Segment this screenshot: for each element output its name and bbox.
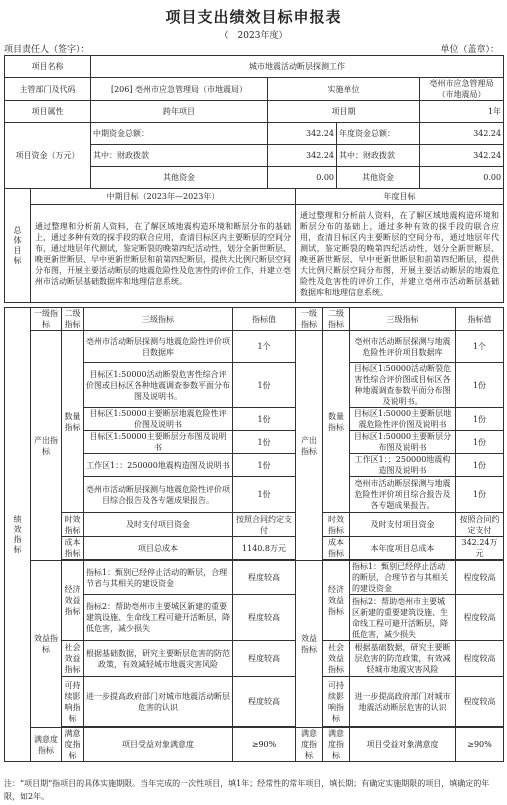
sustain-label-mid: 可持续影响指标 (62, 677, 84, 727)
social-label-mid: 社会效益指标 (62, 641, 84, 677)
time-yr: 及时支付项目资金 (350, 513, 456, 537)
cost-label-yr: 成本指标 (323, 537, 350, 560)
sat-yr-val: ≥90% (456, 728, 504, 762)
h1-yr: 一级指标 (296, 308, 323, 331)
attr-value: 跨年项目 (91, 101, 268, 123)
econ-yr-1: 指标1：甄别已经停止活动的断层，合理节省与其相关的建设资金 (350, 561, 456, 595)
quantity-mid-3: 目标区1:50000主要断层地震危险性评价图及说明书 (84, 408, 233, 431)
satisfaction2-label-yr: 满意度指标 (323, 728, 350, 762)
quantity-yr-val-2: 1份 (456, 363, 504, 408)
benefit-label-yr: 效益指标 (296, 561, 323, 728)
economic-label-mid: 经济效益指标 (62, 561, 84, 641)
social-yr-val: 程度较高 (456, 641, 504, 677)
sustain-yr: 进一步提高政府部门对城市地震活动断层危害的认识 (350, 677, 456, 727)
fund-label: 项目资金（万元） (5, 123, 91, 189)
h2-yr: 二级指标 (323, 308, 350, 331)
economic-label-yr: 经济效益指标 (323, 561, 350, 641)
social-mid: 根据基础数据，研究主要断层危害的防范政策，有效减轻城市地震灾害风险 (84, 641, 233, 677)
mid-goal-header: 中期目标（2023年—2023年） (31, 189, 296, 205)
hv-mid: 指标值 (233, 308, 296, 331)
quantity-yr-6: 亳州市活动断层探测与地震危险性评价项目综合报告及各专题成果报告。 (350, 477, 456, 513)
responsible-label: 项目责任人（签字）： (4, 45, 90, 55)
form-title: 项目支出绩效目标申报表 (165, 8, 342, 26)
h3-mid: 三级指标 (84, 308, 233, 331)
quantity-yr-val-3: 1份 (456, 408, 504, 431)
quantity-mid-val-5: 1份 (233, 454, 296, 477)
goals-table (4, 188, 504, 303)
mid-goal-text: 通过整理和分析前人资料，在了解区域地震构造环境和断层分布的基础上，通过多种有效的探手段的联合应用，查清目标区内主要断层的空间分布，通过地层年代测试，鉴定断裂的晚第四纪活动性，划分全新世断层、晚更新世断层、早中更新世断层和前第四纪断层，提供大比例尺断层空间分布图，开展主要活动断层的地震危险性及危害性的评价工作，并建立亳州市活动断层基础数据库和地理信息系统。 (31, 205, 296, 303)
social-mid-val: 程度较高 (233, 641, 296, 677)
output-label-yr: 产出指标 (296, 331, 323, 561)
sat-mid-val: ≥90% (233, 728, 296, 762)
econ-yr-val-1: 程度较高 (456, 561, 504, 595)
quantity-label-mid: 数量指标 (62, 331, 84, 513)
mid-other-label: 其他资金 (91, 167, 268, 189)
quantity-yr-val-5: 1份 (456, 454, 504, 477)
cost-yr-val: 342.24万元 (456, 537, 504, 560)
benefit-label-mid: 效益指标 (31, 561, 62, 728)
sustain-yr-val: 程度较高 (456, 677, 504, 727)
quantity-mid-val-1: 1个 (233, 331, 296, 363)
year-fin: 342.24 (420, 145, 504, 167)
econ-mid-2: 指标2：帮助亳州市主要城区新建的重要建筑设施、生命线工程可避开活断层，降低危害，减少损失 (84, 595, 233, 641)
econ-mid-val-1: 程度较高 (233, 561, 296, 595)
year-other: 0.00 (420, 167, 504, 189)
quantity-mid-val-3: 1份 (233, 408, 296, 431)
econ-mid-1: 指标1：甄别已经停止活动的断层，合理节省与其相关的建设资金 (84, 561, 233, 595)
cost-label-mid: 成本指标 (62, 537, 84, 560)
hv-yr: 指标值 (456, 308, 504, 331)
year-total-label: 年度资金总额： (337, 123, 420, 145)
quantity-yr-3: 目标区1:50000主要断层地震危险性评价图及说明书 (350, 408, 456, 431)
timeliness-label-mid: 时效指标 (62, 513, 84, 537)
mid-fin-label: 其中：财政拨款 (91, 145, 268, 167)
impl-value: 亳州市应急管理局（市地震局） (420, 78, 504, 101)
year-fin-label: 其中：财政拨款 (337, 145, 420, 167)
mid-fin: 342.24 (268, 145, 337, 167)
period-label: 项目期 (268, 101, 420, 123)
quantity-yr-1: 亳州市活动断层探测与地震危险性评价项目数据库 (350, 331, 456, 363)
performance-indicators-label: 绩效指标 (5, 308, 31, 762)
time-mid-val: 按照合同约定支付 (233, 513, 296, 537)
quantity-yr-4: 目标区1:50000主要断层分布图及说明书 (350, 431, 456, 454)
h1-mid: 一级指标 (31, 308, 62, 331)
output-label: 产出指标 (31, 331, 62, 561)
indicators-table (4, 307, 504, 762)
satisfaction2-label-mid: 满意度指标 (62, 728, 84, 762)
quantity-yr-val-4: 1份 (456, 431, 504, 454)
dept-label: 主管部门及代码 (5, 78, 91, 101)
sustain-mid: 进一步提高政府部门对城市地震活动断层危害的认识 (84, 677, 233, 727)
quantity-mid-val-2: 1份 (233, 363, 296, 408)
sat-mid: 项目受益对象满意度 (84, 728, 233, 762)
project-name-label: 项目名称 (5, 56, 91, 78)
goals-label: 总体目标 (5, 189, 31, 303)
basic-info-table (4, 55, 504, 189)
quantity-mid-1: 亳州市活动断层探测与地震危险性评价项目数据库 (84, 331, 233, 363)
econ-yr-val-2: 程度较高 (456, 595, 504, 641)
quantity-mid-6: 亳州市活动断层探测与地震危险性评价项目综合报告及各专题成果报告。 (84, 477, 233, 513)
econ-mid-val-2: 程度较高 (233, 595, 296, 641)
cost-mid-val: 1140.8万元 (233, 537, 296, 560)
project-name: 城市地震活动断层探测工作 (91, 56, 504, 78)
dept-value: [206] 亳州市应急管理局（市地震局） (91, 78, 268, 101)
quantity-yr-2: 目标区1:50000活动断裂危害性综合评价图或目标区各种地震调查参数平面分布图及说明书。 (350, 363, 456, 408)
econ-yr-2: 指标2：帮助亳州市主要城区新建的重要建筑设施、生命线工程可避开活断层，降低危害，减少损失 (350, 595, 456, 641)
quantity-mid-5: 工作区1：：250000地震构造图及说明书 (84, 454, 233, 477)
quantity-mid-4: 目标区1:50000主要断层分布图及说明书 (84, 431, 233, 454)
time-yr-val: 按照合同约定支付 (456, 513, 504, 537)
timeliness-label-yr: 时效指标 (323, 513, 350, 537)
year-total: 342.24 (420, 123, 504, 145)
quantity-label-yr: 数量指标 (323, 331, 350, 513)
quantity-yr-val-6: 1份 (456, 477, 504, 513)
h2-mid: 二级指标 (62, 308, 84, 331)
cost-yr: 本年度项目总成本 (350, 537, 456, 560)
cost-mid: 项目总成本 (84, 537, 233, 560)
year-other-label: 其他资金 (337, 167, 420, 189)
form-year: （ 2023年度） (219, 31, 288, 41)
quantity-yr-val-1: 1个 (456, 331, 504, 363)
time-mid: 及时支付项目资金 (84, 513, 233, 537)
quantity-mid-2: 目标区1:50000活动断裂危害性综合评价图或目标区各种地震调查参数平面分布图及说明书。 (84, 363, 233, 408)
mid-total: 342.24 (268, 123, 337, 145)
year-goal-header: 年度目标 (296, 189, 504, 205)
unit-label: 单位（盖章）： (440, 45, 499, 55)
footnote: 注：“项目期”指项目的具体实施期限。当年完成的一次性项目，填1年；经常性的常年项目，填长期；有确定实施期限的项目，填确定的年限，如2年。 (4, 779, 490, 801)
attr-label: 项目属性 (5, 101, 91, 123)
impl-label: 实施单位 (268, 78, 420, 101)
period-value: 1年 (420, 101, 504, 123)
quantity-mid-val-4: 1份 (233, 431, 296, 454)
social-label-yr: 社会效益指标 (323, 641, 350, 677)
quantity-yr-5: 工作区1：：250000地震构造图及说明书 (350, 454, 456, 477)
mid-total-label: 中期资金总额： (91, 123, 268, 145)
h3-yr: 三级指标 (350, 308, 456, 331)
social-yr: 根据基础数据，研究主要断层危害的防范政策，有效减轻城市地震灾害风险 (350, 641, 456, 677)
mid-other: 0.00 (268, 167, 337, 189)
sat-yr: 项目受益对象满意度 (350, 728, 456, 762)
sustain-label-yr: 可持续影响指标 (323, 677, 350, 727)
quantity-mid-val-6: 1份 (233, 477, 296, 513)
satisfaction-label-yr: 满意度指标 (296, 728, 323, 762)
year-goal-text: 通过整理和分析前人资料，在了解区域地震构造环境和断层分布的基础上，通过多种有效的探手段的联合应用，查清目标区内主要断层的空间分布，通过地层年代测试，鉴定断裂的晚第四纪活动性，划分全新世断层、晚更新世断层、早中更新世断层和前第四纪断层，提供大比例尺断层空间分布图，开展主要活动断层的地震危险性及危害性的评价工作，并建立亳州市活动断层基础数据库和地理信息系统。 (296, 205, 504, 303)
sustain-mid-val: 程度较高 (233, 677, 296, 727)
satisfaction-label-mid: 满意度指标 (31, 728, 62, 762)
